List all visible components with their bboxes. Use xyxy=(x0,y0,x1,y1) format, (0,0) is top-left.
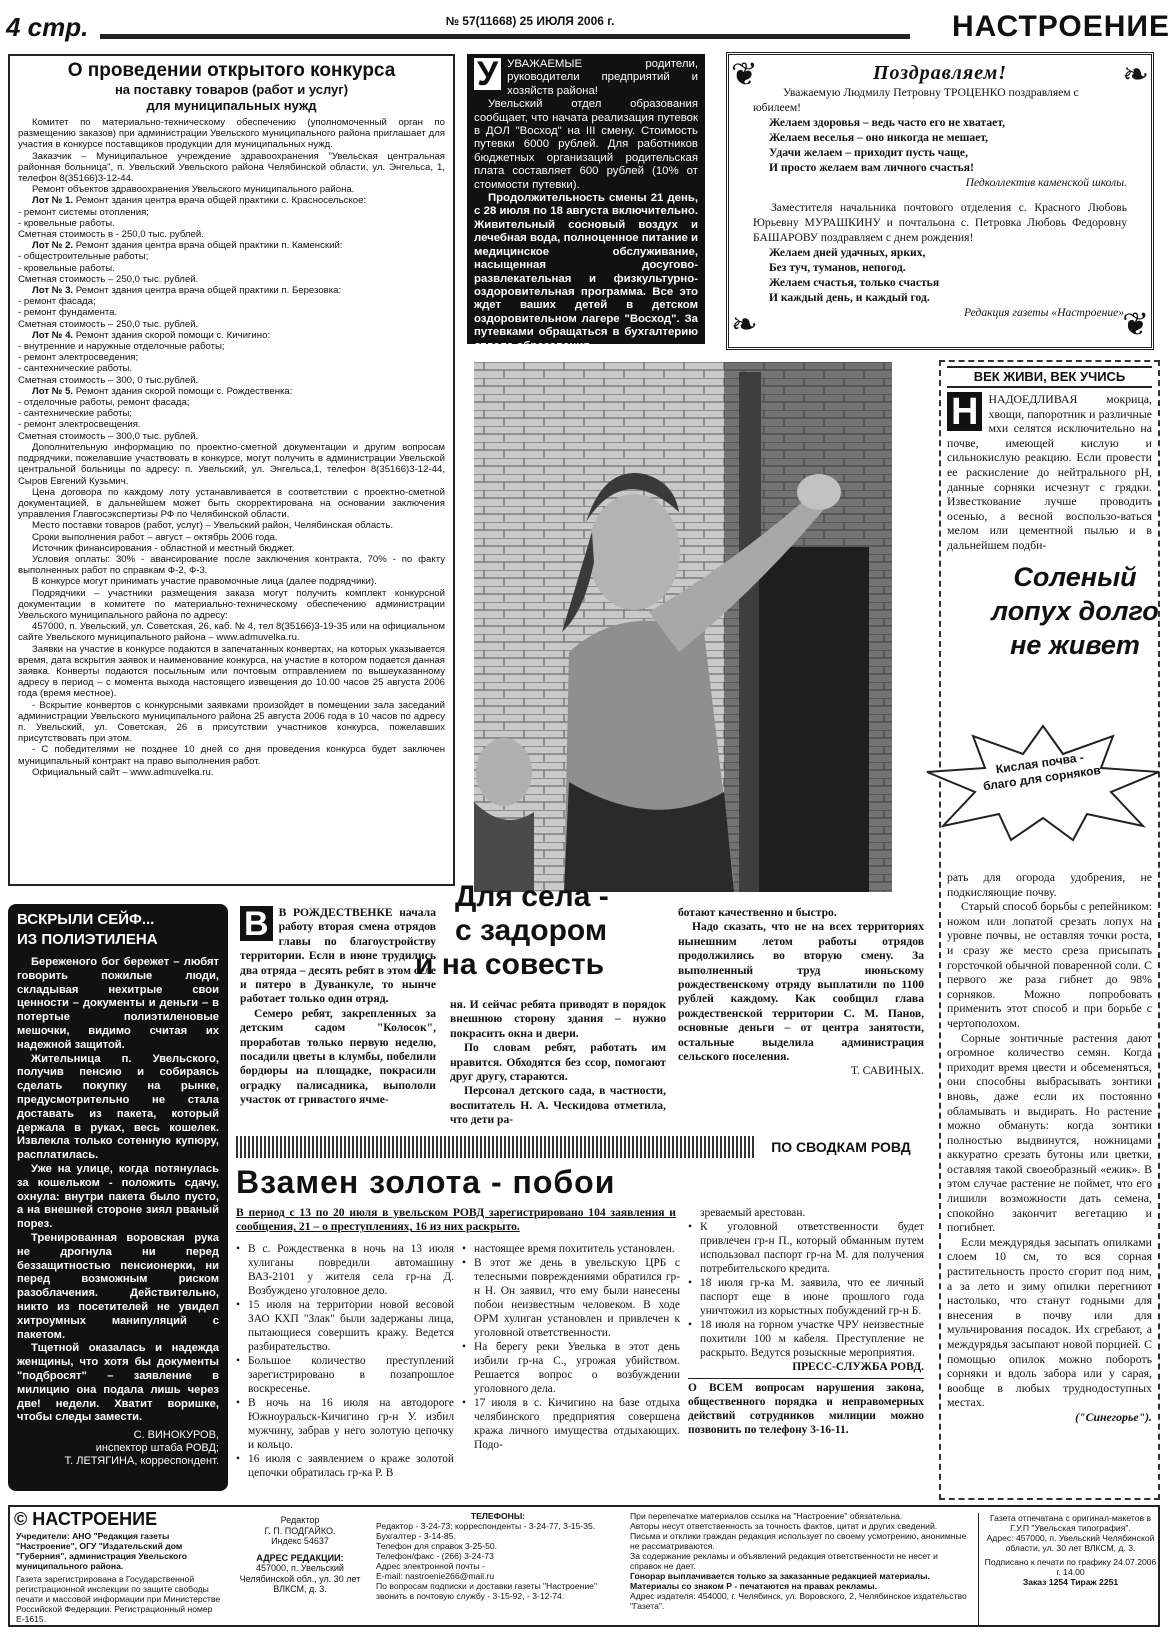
lot-title: Лот № 4. xyxy=(32,329,74,341)
contest-subtitle-2: для муниципальных нужд xyxy=(146,98,317,113)
weed-text: рать для огорода удобрения, не подкисляющие почву. xyxy=(947,870,1152,899)
header-rule xyxy=(100,34,910,39)
camp-text: Увельский отдел образования сообщает, что начата реализация путевок в ДОЛ "Восход" на III смену. Стоимость путевки 6000 рублей. Для работников бюджетных организаций родительская плата составляет 600 рублей (10% от стоимости путевки). xyxy=(474,98,698,191)
weed-lead: Н НАДОЕДЛИВАЯ мокрица, хвощи, папоротник и различные мхи селятся исключительно на почве, имеющей кислую и сильнокислую реакцию. Если провести ее раскисление до нейтрального pH, данные сорняки исчезнут с грядки. Известкование лучше проводить осенью, а весной воспользо-ваться мелом или цементной пылью и в дальнейшем подби- xyxy=(947,391,1152,552)
contest-title: О проведении открытого конкурса xyxy=(67,60,396,81)
ornament-icon: ❧ xyxy=(1122,56,1149,92)
contest-paragraph: В конкурсе могут принимать участие правомочные лица (далее подрядчики). xyxy=(32,576,377,588)
congrats-signature: Редакция газеты «Настроение». xyxy=(963,306,1127,319)
camp-lead: У УВАЖАЕМЫЕ родители, руководители предприятий и хозяйств района! xyxy=(474,58,698,98)
footer-note: Письма и отклики граждан редакция использует по своему усмотрению, анонимные не рассматриваются. xyxy=(630,1531,967,1551)
safe-text: Тренированная воровская рука не дрогнула ни перед беззащитностью пенсионерки, ни перед возможным риском разоблачения. Действительно, никто из посетителей не увидел хитроумных манипуляций с пакетом. xyxy=(17,1231,219,1341)
police-item: • В этот же день в увельскую ЦРБ с телесными повреждениями обратился гр-н Н. Он заявил, что ему были нанесены побои неизвестным человеком. В ходе ОРМ хулиган установлен и привлечен к уголовной ответственности. xyxy=(462,1256,680,1340)
police-item: • 18 июля на горном участке ЧРУ неизвестные похитили 100 м кабеля. Преступление не раскрыто. Ведутся розыскные мероприятия. xyxy=(688,1318,924,1360)
congrats-intro: Уважаемую Людмилу Петровну ТРОЦЕНКО поздравляем с юбилеем! xyxy=(753,86,1079,114)
photo-girl-painting xyxy=(474,362,892,892)
village-text: ня. И сейчас ребята приводят в порядок внешнюю сторону здания – нужно покрасить окна и двери. xyxy=(450,998,666,1040)
lot-item: - общестроительные работы; xyxy=(18,251,149,263)
lot-item: - сантехнические работы. xyxy=(18,363,133,375)
lot-text: Ремонт здания центра врача общей практики п. Березовка: xyxy=(75,285,342,297)
footer-phone: Адрес электронной почты - xyxy=(376,1561,485,1571)
footer-address: 457000, п. Увельский Челябинской обл., ул. 30 лет ВЛКСМ, д. 3. xyxy=(239,1563,361,1594)
contest-paragraph: Источник финансирования - областной и местный бюджет. xyxy=(32,542,295,554)
contest-paragraph: Дополнительную информацию по проектно-сметной документации и другим вопросам подрядчики, пожелавшие участвовать в конкурсе, могут получить в администрации Увельской центральной больницы по адресу: п. Увельский, ул. Энгельса,1, телефон 8(35166)3-12-44, Сыров Евгений Кузьмич. xyxy=(18,441,445,487)
ornament-icon: ❧ xyxy=(731,306,758,342)
ornament-icon: ❦ xyxy=(1122,306,1149,342)
camp-notice xyxy=(467,54,705,352)
footer-phones-label: ТЕЛЕФОНЫ: xyxy=(470,1511,526,1521)
safe-title: ВСКРЫЛИ СЕЙФ... xyxy=(17,911,155,928)
congratulations xyxy=(726,52,1154,350)
ornament-icon: ❦ xyxy=(731,56,758,92)
police-contact: О ВСЕМ вопросам нарушения закона, общественного порядка и неправомерных действий сотрудников милиции можно позвонить по телефону 3-16-11. xyxy=(688,1378,924,1437)
police-text: зреваемый арестован. xyxy=(700,1207,806,1219)
footer-order: Заказ 1254 Тираж 2251 xyxy=(1022,1577,1119,1587)
contest-paragraph: Условия оплаты: 30% - авансирование после заключения контракта, 70% - по факту выполненных работ по справкам Ф-2, Ф-3. xyxy=(18,553,445,577)
police-item: • 16 июля с заявлением о краже золотой цепочки обратилась гр-ка Р. В xyxy=(236,1452,454,1480)
village-article xyxy=(240,880,926,1127)
contest-paragraph: Место поставки товаров (работ, услуг) – Увельский район, Челябинская область. xyxy=(32,520,394,532)
lot-item: - кровельные работы. xyxy=(18,262,115,274)
lot-text: Ремонт здания скорой помощи с. Рождественка: xyxy=(75,385,293,397)
village-headline-line: и на совесть xyxy=(415,948,605,981)
newspaper-title: НАСТРОЕНИЕ xyxy=(951,10,1170,43)
footer-printer: Газета отпечатана с оригинал-макетов в Г.У.П "Увельская типография". xyxy=(989,1513,1152,1533)
congrats-poem-line: Желаем веселья – оно никогда не мешает, xyxy=(769,131,989,144)
lot-title: Лот № 2. xyxy=(32,240,74,252)
footer-phone: Телефон для справок 3-25-50. xyxy=(376,1541,498,1551)
police-item: • 18 июля гр-ка М. заявила, что ее личный паспорт еще в июне прошлого года уничтожил из корыстных побуждений гр-н Б. xyxy=(688,1276,924,1318)
rubric-label: ПО СВОДКАМ РОВД xyxy=(756,1136,926,1158)
footer-note: Авторы несут ответственность за точность фактов, цитат и других сведений. xyxy=(630,1521,938,1531)
issue-number: № 57(11668) 25 ИЮЛЯ 2006 г. xyxy=(400,14,660,30)
lot-cost: Сметная стоимость – 300, 0 тыс.рублей. xyxy=(18,374,199,386)
footer-printer-address: Адрес: 457000, п. Увельский Челябинской области, ул. 30 лет ВЛКСМ, д. 3. xyxy=(986,1533,1155,1553)
lot-list xyxy=(18,195,445,441)
safe-article xyxy=(8,904,228,1491)
lot-title: Лот № 5. xyxy=(32,385,74,397)
contest-objects: Ремонт объектов здравоохранения Увельского муниципального района. xyxy=(32,184,355,196)
star-badge xyxy=(923,722,1163,842)
lot-cost: Сметная стоимость – 250,0 тыс. рублей. xyxy=(18,318,199,330)
safe-signature: инспектор штаба РОВД; xyxy=(95,1442,219,1455)
lot-title: Лот № 3. xyxy=(32,285,74,297)
footer-logo: © НАСТРОЕНИЕ xyxy=(14,1509,158,1529)
footer-editor-label: Редактор xyxy=(280,1515,320,1525)
police-text: • В ночь на 16 июля на автодороге Южноуральск-Кичигино гр-н У. избил мужчину, забрав у него золотую цепочку и кольцо. xyxy=(236,1396,454,1452)
contest-paragraph: Заявки на участие в конкурсе подаются в запечатанных конвертах, на которых указывается время, дата вскрытия заявок и наименование конкурса, на участие в котором подается данная заявка. Конверты подаются посыльным или почтовым отправлением по вышеуказанному адресу в период – с момента выхода настоящего извещения до 10.00 часов 25 августа 2006 года (время местное). xyxy=(18,643,445,700)
photo-illustration xyxy=(474,362,892,892)
congrats-poem-line: Без туч, туманов, непогод. xyxy=(769,261,906,274)
footer-phone: Телефон/факс - (266) 3-24-73 xyxy=(376,1551,494,1561)
footer-note: Гонорар выплачивается только за заказанные редакцией материалы. xyxy=(630,1571,930,1581)
safe-text: Береженого бог бережет – любят говорить пожилые люди, складывая нехитрые свои ценности – документы и деньги – в потертые полиэтиленовые мешочки, видимо считая их надежной защитой. xyxy=(17,956,219,1051)
village-headline-line: с задором xyxy=(455,914,608,947)
village-text: Семеро ребят, закрепленных за детским садом "Колосок", проработав только первую неделю, посадили цветы в клумбы, побелили бордюры на площадке, покрасили оградку палисадника, выпололи участок от гривастого ячме- xyxy=(240,1006,436,1107)
village-text: Персонал детского сада, в частности, воспитатель Н. А. Ческидова отметила, что дети ра- xyxy=(450,1084,666,1127)
police-item: • В с. Рождественка в ночь на 13 июля хулиганы повредили автомашину ВАЗ-2101 у жителя села гр-на Д. Возбуждено уголовное дело. xyxy=(236,1242,454,1298)
weed-text: Если междурядья засыпать опилками слоем 10 см, то вся сорная растительность просто сгорит под ним, а за лето и зиму опилки перегниют настолько, что станут годными для внесения в почву или для мульчирования посадок. Их сгребают, а междурядья засыпают новой порцией. С помощью опилок можно побороть сорняки и вдоль забора или у сарая, вообще в любых труднодоступных местах. xyxy=(947,1234,1152,1410)
lot-cost: Сметная стоимость в - 250,0 тыс. рублей. xyxy=(18,229,204,241)
lot-item: - отделочные работы, ремонт фасада; xyxy=(18,397,190,409)
contest-website: Официальный сайт – www.admuvelka.ru. xyxy=(32,766,214,778)
congrats-title: Поздравляем! xyxy=(872,62,1008,84)
footer-index: Индекс 54637 xyxy=(271,1536,329,1546)
star-badge-text: Кислая почва - благо для сорняков xyxy=(982,750,1102,794)
lot-cost: Сметная стоимость – 300,0 тыс. рублей. xyxy=(18,430,199,442)
footer-registration: Газета зарегистрирована в Государственной регистрационной инспекции по защите свободы печати и массовой информации при Министерстве Российской Федерации. Регистрационный номер Е-1615. xyxy=(16,1574,221,1624)
contest-paragraph: - С победителями не позднее 10 дней со дня проведения конкурса будет заключен муниципальный контракт на право выполнения работ. xyxy=(18,744,445,767)
safe-signature: Т. ЛЕТЯГИНА, корреспондент. xyxy=(64,1455,219,1468)
footer-note: При перепечатке материалов ссылка на "Настроение" обязательна. xyxy=(630,1511,903,1521)
footer-address-label: АДРЕС РЕДАКЦИИ: xyxy=(256,1552,344,1563)
village-headline-line: Для села - xyxy=(455,880,609,913)
lot-item: - внутренние и наружные отделочные работы; xyxy=(18,341,225,353)
contest-notice xyxy=(8,54,455,886)
weed-text: Сорные зонтичные растения дают огромное количество семян. Когда приходит время цвести и обсеменяться, они способны выбрасывать зонтики вновь, даже если их постоянно обламывать и выдирать. Но растение можно обмануть: когда зонтики полностью выдвинутся, ножницами аккуратно срезать бутоны или цветки, оставляя такой своеобразный «ежик». В этом случае растение не поймет, что его лишили возможности дать семена, спокойно закончит вегетацию и погибнет. xyxy=(947,1030,1152,1235)
lot-item: - ремонт фундамента. xyxy=(18,307,118,319)
congrats-poem-line: Желаем счастья, только счастья xyxy=(769,276,940,289)
police-rubric-bar xyxy=(236,1136,926,1158)
lot-item: - ремонт фасада; xyxy=(18,296,96,308)
footer-phone: По вопросам подписки и доставки газеты "Настроение" звонить в почтовую службу - 3-15-92, - 3-12-74. xyxy=(376,1581,597,1601)
weed-source: ("Синегорье"). xyxy=(1075,1409,1152,1424)
village-headline xyxy=(415,880,705,995)
footer-note: Адрес издателя: 454000, г. Челябинск, ул. Воровского, 2, Челябинское издательство "Газета". xyxy=(630,1591,967,1611)
safe-title-2: ИЗ ПОЛИЭТИЛЕНА xyxy=(17,931,158,948)
congrats-poem-line: Желаем здоровья – ведь часто его не хватает, xyxy=(769,116,1006,129)
contest-subtitle: на поставку товаров (работ и услуг) xyxy=(114,82,349,97)
lot-text: Ремонт здания скорой помощи с. Кичигино: xyxy=(75,329,271,341)
footer-signed: Подписано к печати по графику 24.07.2006 г. 14.00 xyxy=(984,1557,1157,1577)
lot-title: Лот № 1. xyxy=(32,195,74,207)
page-number: 4 стр. xyxy=(6,12,89,42)
contest-paragraph: - Вскрытие конвертов с конкурсными заявками произойдет в помещении зала заседаний администрации Увельского муниципального района 25 августа 2006 года в 10 часов по адресу п. Увельский, ул. Советская, 26 в присутствии участников конкурса, пожелавших присутствовать при этом. xyxy=(18,699,445,745)
police-item: • 17 июля в с. Кичигино на базе отдыха челябинского предприятия совершена кража личного имущества отдыхающих. Подо- xyxy=(462,1396,680,1452)
lot-item: - сантехнические работы; xyxy=(18,408,133,420)
police-report xyxy=(236,1136,926,1498)
congrats-poem-line: И каждый день, и каждый год. xyxy=(769,291,930,304)
footer-phone: Редактор - 3-24-73; корреспонденты - 3-24-77, 3-15-35. xyxy=(376,1521,596,1531)
safe-text: Тщетной оказалась и надежда женщины, что хотя бы документы "подбросят" – заявление в милицию она подала лишь через две! недели. Хватит воришке, чтобы следы замести. xyxy=(17,1342,219,1424)
contest-intro: Комитет по материально-техническому обеспечению (уполномоченный орган по размещению заказов) при администрации Увельского муниципального района приглашает для участия в конкурсе поставщиков продукции для муниципальных нужд. xyxy=(18,117,445,151)
weed-article xyxy=(939,360,1160,1500)
footer-phone: Бухгалтер - 3-14-85. xyxy=(376,1531,456,1541)
village-text: По словам ребят, работать им нравится. Обходятся без ссор, помогают друг другу, стараются. xyxy=(450,1041,666,1084)
village-text: Надо сказать, что не на всех территориях нынешним летом работы отрядов продолжились во вторую смену. За выполненный труд июньскому рождественскому отряду выплатили по 1100 рублей каждому. Как сообщил глава рождественской территории С. М. Панов, основные деньги – от центра занятости, остальные выделила администрация сельского поселения. xyxy=(678,920,924,1064)
safe-signature: С. ВИНОКУРОВ, xyxy=(133,1429,219,1442)
page-header xyxy=(0,8,1175,50)
weed-text: Старый способ борьбы с репейником: ножом или лопатой срезать лопух на уровне почвы, не оставляя точки роста, и сразу же место среза присыпать горсточкой обычной поваренной соли. С первого же раза гибнет до 98% сорняков. Можно попробовать применить этот способ и при борьбе с чертополохом. xyxy=(947,899,1152,1030)
police-headline: Взамен золота - побои xyxy=(236,1164,616,1200)
footer-note: Материалы со знаком Р - печатаются на правах рекламы. xyxy=(630,1581,877,1591)
police-lead: В период с 13 по 20 июля в увельском РОВД зарегистрировано 104 заявления и сообщения, 21 – о преступлениях, 16 из них раскрыто. xyxy=(236,1206,676,1234)
village-text: ботают качественно и быстро. xyxy=(678,906,837,919)
village-text: В В РОЖДЕСТВЕНКЕ начала работу вторая смена отрядов главы по благоустройству территории. Если в июне трудились два отряда – десять ребят в этом селе и пятеро в Дуванкуле, то нынче работает только один отряд. xyxy=(240,905,436,1006)
lot-cost: Сметная стоимость – 250,0 тыс. рублей. xyxy=(18,273,199,285)
congrats-poem-line: Желаем дней удачных, ярких, xyxy=(769,246,926,259)
footer-email: E-mail: nastroenie266@mail.ru xyxy=(376,1571,495,1581)
contest-customer: Заказчик – Муниципальное учреждение здравоохранения "Увельская центральная районная больница", п. Увельский Увельского района Челябинской области, ул. Энгельса, 1, телефон 8(35166)3-12-44. xyxy=(18,150,445,185)
imprint-footer xyxy=(8,1505,1160,1627)
lot-item: - ремонт системы отопления; xyxy=(18,206,149,218)
contest-paragraph: Подрядчики – участники размещения заказа могут получить комплект конкурсной документации в комитете по материально-техническому обеспечению администрации Увельского муниципального района по адресу: xyxy=(18,587,445,621)
village-signature: Т. САВИНЫХ. xyxy=(850,1064,924,1078)
lot-item: - ремонт электросведения; xyxy=(18,352,139,364)
footer-note: За содержание рекламы и объявлений редакция ответственности не несет и справок не дает. xyxy=(630,1551,938,1571)
contest-paragraph: Сроки выполнения работ – август – октябрь 2006 года. xyxy=(32,531,278,543)
safe-text: Уже на улице, когда потянулась за кошельком - положить сдачу, охнула: внутри пакета было пусто, а на внешней стороне зиял рваный порез. xyxy=(17,1162,219,1231)
congrats-signature: Педколлектив каменской школы. xyxy=(965,176,1127,189)
police-item: • На берегу реки Увелька в этот день избили гр-на С., угрожая убийством. Решается вопрос о возбуждении уголовного дела. xyxy=(462,1340,680,1396)
congrats-intro-2: Заместителя начальника почтового отделения с. Красного Любовь Юрьевну МУРАШКИНУ и почтальона с. Петровка Любовь Федоровну БАШАРОВУ поздравляем с днем рождения! xyxy=(753,201,1127,244)
police-text: • настоящее время похититель установлен. xyxy=(462,1242,680,1256)
rubric-label: ВЕК ЖИВИ, ВЕК УЧИСЬ xyxy=(947,366,1152,388)
police-item: • К уголовной ответственности будет привлечен гр-н П., который обманным путем использовал паспорт гр-на М. для получения потребительского кредита. xyxy=(688,1220,924,1276)
lot-text: Ремонт здания центра врача общей практики с. Красносельское: xyxy=(75,195,367,207)
safe-text: Жительница п. Увельского, получив пенсию и собираясь сделать покупку на рынке, предусмотрительно не стала доставать из пакета, который держала в руках, весь кошелек. Извлекла только сотенную купюру, расплатилась. xyxy=(17,1052,219,1162)
contest-paragraph: Цена договора по каждому лоту устанавливается в соответствии с проектно-сметной документацией, в дальнейшем может быть скорректирована на основании заключения управления Главгосэкспертизы РФ по Челябинской области. xyxy=(18,486,445,521)
contest-paragraph: 457000, п. Увельский, ул. Советская, 26, каб. № 4, тел 8(35166)3-19-35 или на официальном сайте Увельского муниципального района – www.admuvelka.ru. xyxy=(18,621,445,644)
police-item: • Большое количество преступлений зарегистрировано в позапрошлое воскресенье. xyxy=(236,1354,454,1396)
congrats-poem-line: Удачи желаем – приходит пусть чаще, xyxy=(769,146,968,159)
lot-item: - кровельные работы. xyxy=(18,217,115,229)
police-item: • 15 июля на территории новой весовой ЗАО КХП "Злак" были задержаны лица, пытающиеся совершить кражу. Ведется разбирательство. xyxy=(236,1298,454,1354)
footer-editor: Г. П. ПОДГАЙКО. xyxy=(264,1525,336,1536)
lot-item: - ремонт электросвещения. xyxy=(18,419,141,431)
police-signature: ПРЕСС-СЛУЖБА РОВД. xyxy=(792,1361,924,1373)
lot-text: Ремонт здания центра врача общей практики п. Каменский: xyxy=(75,240,343,252)
congrats-poem-line: И просто желаем вам личного счастья! xyxy=(769,161,974,174)
footer-founders: Учредители: АНО "Редакция газеты "Настроение", ОГУ "Издательский дом "Губерния", администрация Увельского муниципального района. xyxy=(16,1531,188,1571)
camp-text: Продолжительность смены 21 день, с 28 июля по 18 августа включительно. Живительный сосновый воздух и лечебная вода, полноценное питание и медицинское обслуживание, насыщенная досугово-развлекательная и физкультурно-оздоровительная программа. Все это ждет ваших детей в детском оздоровительном лагере "Восход". За путевками обращаться в бухгалтерию отдела образования. xyxy=(474,192,698,352)
weed-headline: Соленый лопух долго не живет xyxy=(991,562,1159,660)
